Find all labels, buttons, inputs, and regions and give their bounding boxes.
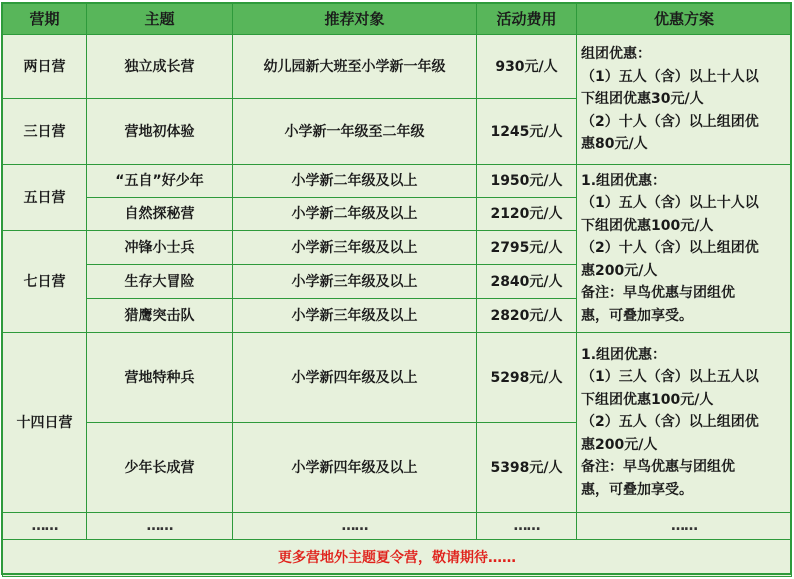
header-fee: 活动费用 <box>477 4 577 35</box>
period-cell: 七日营 <box>3 231 87 333</box>
discount-line: 备注：早鸟优惠与团组优 <box>581 285 735 302</box>
header-target: 推荐对象 <box>233 4 477 35</box>
fee-cell: 2840元/人 <box>477 265 577 299</box>
discount-line: 惠，可叠加享受。 <box>581 307 693 324</box>
target-cell: 小学新三年级及以上 <box>233 299 477 333</box>
target-cell: 小学新二年级及以上 <box>233 165 477 198</box>
discount-cell <box>577 333 792 513</box>
discount-line: 1.组团优惠： <box>581 172 667 189</box>
fee-cell: 2795元/人 <box>477 231 577 265</box>
theme-cell: “五自”好少年 <box>87 165 233 198</box>
period-cell: 十四日营 <box>3 333 87 513</box>
header-discount: 优惠方案 <box>577 4 792 35</box>
fee-cell: 1245元/人 <box>477 99 577 165</box>
period-cell: 三日营 <box>3 99 87 165</box>
target-cell: 小学新三年级及以上 <box>233 231 477 265</box>
discount-line: （2）十人（含）以上组团优 <box>581 113 759 130</box>
theme-cell: 营地初体验 <box>87 99 233 165</box>
theme-cell: 冲锋小士兵 <box>87 231 233 265</box>
target-cell: 小学新四年级及以上 <box>233 423 477 513</box>
discount-line: 惠80元/人 <box>581 136 648 153</box>
fee-cell: 5398元/人 <box>477 423 577 513</box>
discount-line: 下组团优惠30元/人 <box>581 91 704 108</box>
discount-line: （2）十人（含）以上组团优 <box>581 240 759 257</box>
target-cell: 幼儿园新大班至小学新一年级 <box>233 35 477 99</box>
header-period: 营期 <box>3 4 87 35</box>
theme-cell: 自然探秘营 <box>87 198 233 231</box>
header-row <box>3 4 792 35</box>
header-theme: 主题 <box>87 4 233 35</box>
discount-line: 下组团优惠100元/人 <box>581 391 714 408</box>
discount-line: （1）三人（含）以上五人以 <box>581 369 759 386</box>
theme-cell: 生存大冒险 <box>87 265 233 299</box>
table-row <box>3 35 792 99</box>
discount-cell <box>577 165 792 333</box>
discount-line: 惠200元/人 <box>581 436 658 453</box>
discount-cell <box>577 35 792 165</box>
fee-cell: 2820元/人 <box>477 299 577 333</box>
table-row <box>3 165 792 198</box>
discount-line: 组团优惠： <box>581 46 651 63</box>
ellipsis-cell: …… <box>87 513 233 540</box>
target-cell: 小学新一年级至二年级 <box>233 99 477 165</box>
discount-line: 惠200元/人 <box>581 262 658 279</box>
period-cell: 两日营 <box>3 35 87 99</box>
ellipsis-row <box>3 513 792 540</box>
discount-line: （2）五人（含）以上组团优 <box>581 414 759 431</box>
camp-pricing-table <box>2 3 792 577</box>
fee-cell: 930元/人 <box>477 35 577 99</box>
discount-line: 1.组团优惠： <box>581 346 667 363</box>
discount-line: 惠，可叠加享受。 <box>581 481 693 498</box>
footer-row <box>3 540 792 577</box>
discount-line: （1）五人（含）以上十人以 <box>581 195 759 212</box>
ellipsis-cell: …… <box>3 513 87 540</box>
fee-cell: 5298元/人 <box>477 333 577 423</box>
ellipsis-cell: …… <box>577 513 792 540</box>
table-row <box>3 333 792 423</box>
footer-note: 更多营地外主题夏令营，敬请期待…… <box>3 540 792 577</box>
ellipsis-cell: …… <box>477 513 577 540</box>
period-cell: 五日营 <box>3 165 87 231</box>
fee-cell: 1950元/人 <box>477 165 577 198</box>
target-cell: 小学新三年级及以上 <box>233 265 477 299</box>
discount-line: 下组团优惠100元/人 <box>581 217 714 234</box>
target-cell: 小学新四年级及以上 <box>233 333 477 423</box>
ellipsis-cell: …… <box>233 513 477 540</box>
fee-cell: 2120元/人 <box>477 198 577 231</box>
theme-cell: 独立成长营 <box>87 35 233 99</box>
theme-cell: 猎鹰突击队 <box>87 299 233 333</box>
theme-cell: 少年长成营 <box>87 423 233 513</box>
target-cell: 小学新二年级及以上 <box>233 198 477 231</box>
theme-cell: 营地特种兵 <box>87 333 233 423</box>
discount-line: 备注：早鸟优惠与团组优 <box>581 459 735 476</box>
discount-line: （1）五人（含）以上十人以 <box>581 68 759 85</box>
